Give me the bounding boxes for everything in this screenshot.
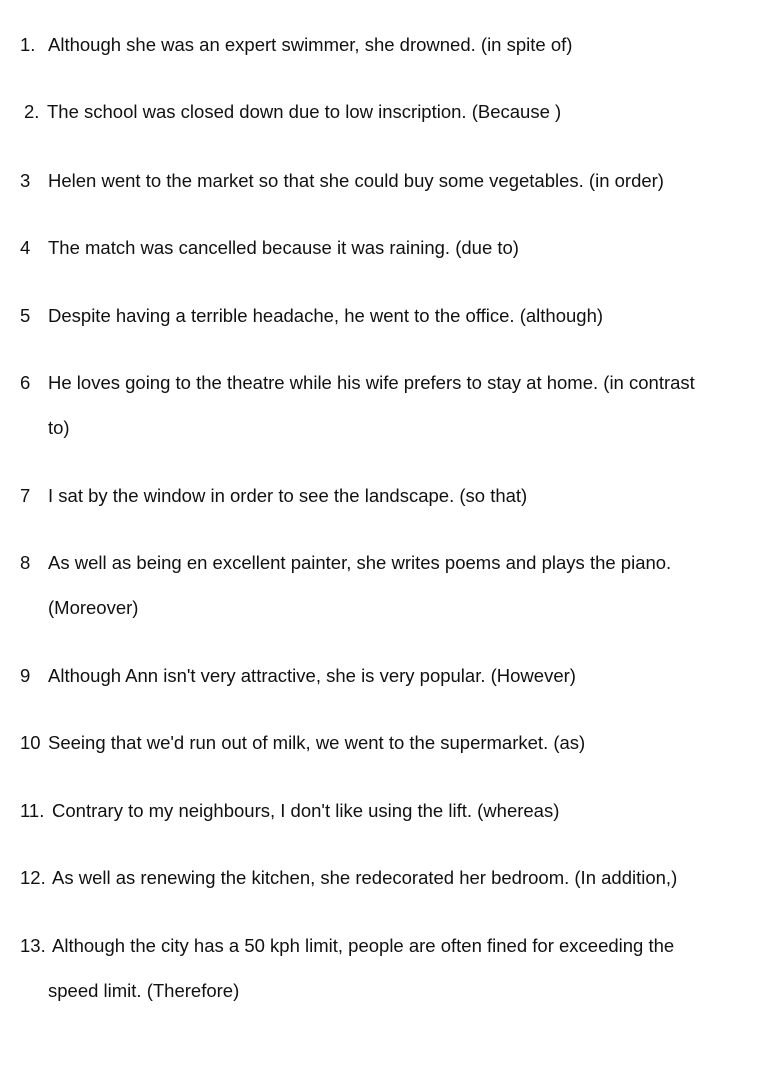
item-text: Although Ann isn't very attractive, she is very popular. (However) — [48, 665, 576, 686]
item-number: 8 — [20, 552, 31, 573]
item-number: 3 — [20, 170, 31, 191]
item-text: Although she was an expert swimmer, she drowned. (in spite of) — [48, 34, 573, 55]
item-number: 13. — [20, 935, 46, 956]
item-text: The match was cancelled because it was raining. (due to) — [48, 237, 519, 258]
item-text: speed limit. (Therefore) — [48, 980, 240, 1001]
item-number: 1. — [20, 34, 36, 55]
item-number: 9 — [20, 665, 31, 686]
item-text: Although the city has a 50 kph limit, people are often fined for exceeding the — [52, 935, 675, 956]
item-text: He loves going to the theatre while his wife prefers to stay at home. (in contrast — [48, 372, 695, 393]
item-text: I sat by the window in order to see the landscape. (so that) — [48, 485, 528, 506]
item-text: Helen went to the market so that she could buy some vegetables. (in order) — [48, 170, 664, 191]
item-text: The school was closed down due to low inscription. (Because ) — [47, 101, 562, 122]
item-number: 7 — [20, 485, 31, 506]
item-number: 5 — [20, 305, 31, 326]
item-text: (Moreover) — [48, 597, 139, 618]
item-text: Despite having a terrible headache, he went to the office. (although) — [48, 305, 604, 326]
item-text: As well as being en excellent painter, she writes poems and plays the piano. — [48, 552, 672, 573]
item-number: 10 — [20, 732, 41, 753]
item-text: to) — [48, 417, 70, 438]
item-number: 11. — [20, 800, 45, 821]
item-number: 12. — [20, 867, 46, 888]
item-number: 2. — [24, 101, 40, 122]
item-text: Seeing that we'd run out of milk, we went to the supermarket. (as) — [48, 732, 586, 753]
item-number: 4 — [20, 237, 31, 258]
item-number: 6 — [20, 372, 31, 393]
item-text: As well as renewing the kitchen, she redecorated her bedroom. (In addition,) — [52, 867, 678, 888]
item-text: Contrary to my neighbours, I don't like using the lift. (whereas) — [52, 800, 560, 821]
